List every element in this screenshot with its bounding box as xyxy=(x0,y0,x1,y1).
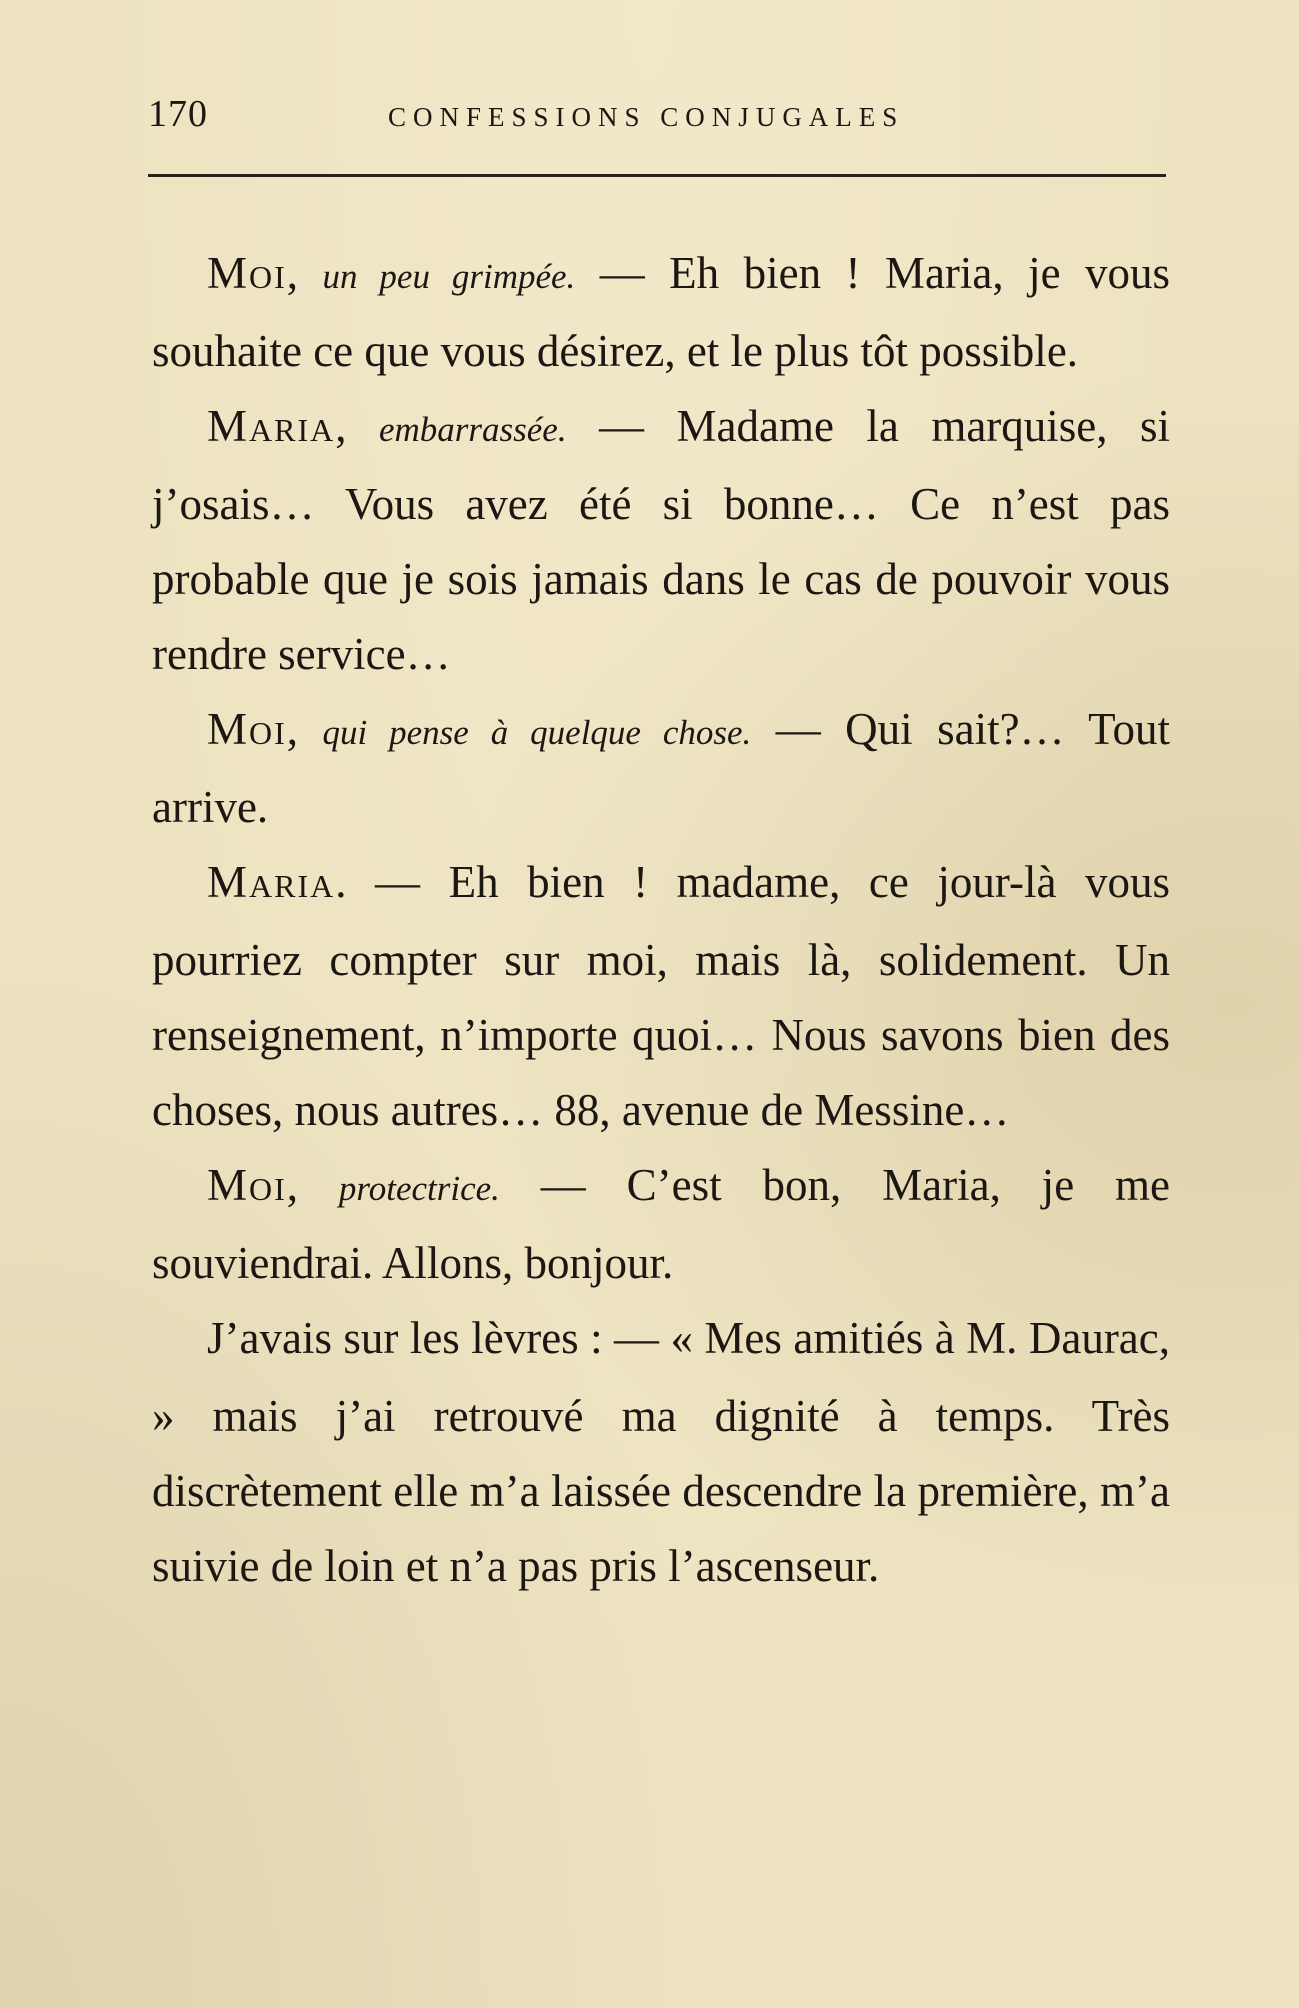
paragraph-4 xyxy=(152,845,1170,1148)
page-number: 170 xyxy=(148,93,208,135)
speaker-separator: , xyxy=(286,704,323,754)
narrative-text: J’avais sur les lèvres : — « Mes amitiés à M. Daurac, » mais j’ai retrouvé ma dignité à temps. Très discrètement elle m’a laissée descendre la première, m’a suivie de loin et n’a pas pris l’ascenseur. xyxy=(152,1313,1170,1591)
speaker-name: Moi xyxy=(207,704,287,754)
dialogue-text: — Qui sait?… Tout arrive. xyxy=(152,704,1171,832)
stage-direction: protectrice. xyxy=(338,1169,500,1208)
header-rule xyxy=(148,174,1166,177)
dialogue-text: — Eh bien ! Maria, je vous souhaite ce que vous désirez, et le plus tôt possible. xyxy=(152,248,1170,376)
paragraph-1 xyxy=(152,236,1170,389)
stage-direction: un peu grimpée. xyxy=(322,257,576,296)
speaker-name: Maria xyxy=(207,857,336,907)
paragraph-5 xyxy=(152,1148,1170,1301)
speaker-separator: , xyxy=(286,248,323,298)
speaker-separator: , xyxy=(335,401,379,451)
paragraph-3 xyxy=(152,692,1170,845)
paragraph-6 xyxy=(152,1301,1170,1604)
body-text xyxy=(152,236,1170,1604)
speaker-name: Maria xyxy=(207,401,336,451)
dialogue-text: — Eh bien ! madame, ce jour-là vous pourriez compter sur moi, mais là, solidement. Un renseignement, n’importe quoi… Nous savons bien des choses, nous autres… 88, avenue de Messine… xyxy=(152,857,1170,1135)
running-title: CONFESSIONS CONJUGALES xyxy=(388,102,905,132)
speaker-name: Moi xyxy=(207,1160,287,1210)
speaker-separator: . xyxy=(335,857,376,907)
dialogue-text: — C’est bon, Maria, je me souviendrai. Allons, bonjour. xyxy=(152,1160,1171,1288)
stage-direction: qui pense à quelque chose. xyxy=(322,713,752,752)
stage-direction: embarrassée. xyxy=(378,410,567,449)
dialogue-text: — Madame la marquise, si j’osais… Vous avez été si bonne… Ce n’est pas probable que je sois jamais dans le cas de pouvoir vous rendre service… xyxy=(152,401,1171,679)
speaker-name: Moi xyxy=(207,248,287,298)
running-head xyxy=(148,92,1168,142)
paragraph-2 xyxy=(152,389,1170,692)
speaker-separator: , xyxy=(286,1160,339,1210)
